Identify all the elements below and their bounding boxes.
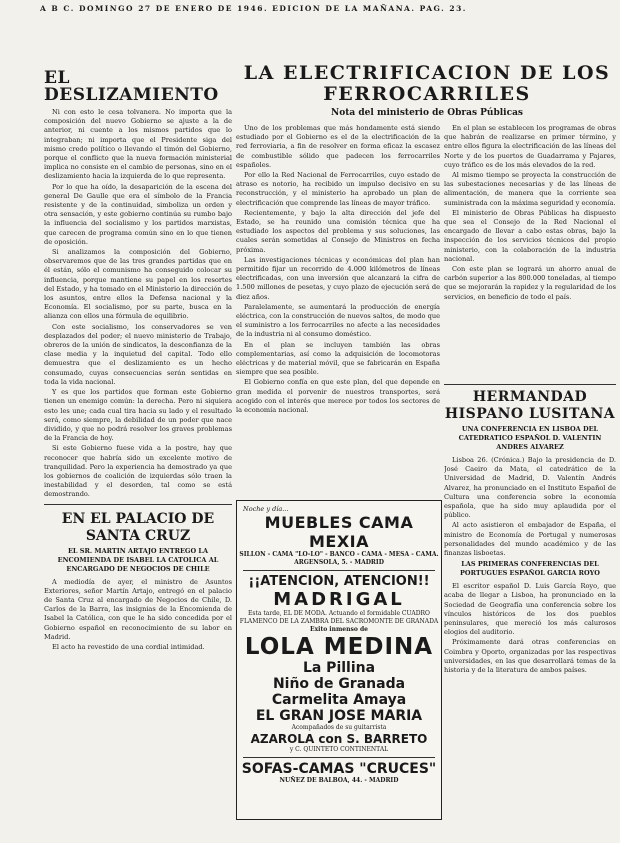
palacio-paragraph: A mediodía de ayer, el ministro de Asuntos Exteriores, señor Martín Artajo, entregó en el palacio de Santa Cruz al encargado de Negocios de Chile, D. Carlos de la Barra, las insignias de la Encomienda de Isabel la Católica, con que le ha sido concedida por el Gobierno español en reconocimiento de su labor en Madrid. <box>44 577 232 641</box>
ad-muebles-title: MUEBLES CAMA MEXIA <box>264 513 414 551</box>
electrificacion-paragraph: Uno de los problemas que más hondamente está siendo estudiado por el Gobierno es el de la electrificación de la red ferroviaria, a fin de resolver en forma eficaz la escasez de combustible sólido que padecen los ferrocarriles españoles. <box>236 124 440 169</box>
electrificacion-paragraph: Por ello la Red Nacional de Ferrocarriles, cuyo estado de atraso es notorio, ha recibido un impulso decisivo en su reconstrucción, y el ministerio ha aprobado un plan de electrificación que comprende las líneas de mayor tráfico. <box>236 171 440 207</box>
ad-azarola: AZAROLA con S. BARRETO <box>250 732 428 746</box>
ad-sofas-camas: SOFAS-CAMAS "CRUCES" <box>241 761 437 777</box>
ad-muebles-address: SILLON - CAMA "LO-LO" - BANCO - CAMA - MESA - CAMA. ARGENSOLA, 5. - MADRID <box>239 551 439 566</box>
deslizamiento-paragraph: Si este Gobierno fuese vida a la postre, hay que reconocer que habría sido un excelente motivo de tranquilidad. Pero la experiencia ha demostrado ya que los gobiernos de coalición de izquierdas sólo traen la inestabilidad y el desorden, tal como se está demostrando. <box>44 444 232 499</box>
deslizamiento-paragraph: Y es que los partidos que forman este Gobierno tienen un enemigo común: la derecha. Pero ni siquiera esto les une; cada cual tira hacia su lado y el resultado será, como siempre, la debilidad de un poder que nace dividido, y que no podrá resolver los graves problemas de la Francia de hoy. <box>44 388 232 443</box>
deslizamiento-paragraph: Si analizamos la composición del Gobierno, observaremos que de las tres grandes partidas que en él están, sólo el comunismo ha conseguido colocar su influencia, porque mantiene su papel en los resortes del Estado, y ha tomado en el Ministerio la dirección de los asuntos, entre ellos la Defensa nacional y la Economía. El socialismo, por su parte, busca en la alianza con ellos una fórmula de equilibrio. <box>44 248 232 321</box>
divider <box>444 384 616 385</box>
advertisement-box <box>236 500 442 820</box>
hermandad-paragraph: Próximamente dará otras conferencias en Coimbra y Oporto, organizadas por las respectivas universidades, en las que desarrollará temas de la historia y de la literatura de ambos países. <box>444 638 616 675</box>
electrificacion-cont-paragraph: Al mismo tiempo se proyecta la construcción de las subestaciones necesarias y de las líneas de alimentación, de manera que la corriente sea suministrada con la máxima seguridad y economía. <box>444 171 616 207</box>
palacio-subtitle: EL SR. MARTIN ARTAJO ENTREGO LA ENCOMIENDA DE ISABEL LA CATOLICA AL ENCARGADO DE NEGOCIOS DE CHILE <box>57 546 219 573</box>
electrificacion-paragraph: El Gobierno confía en que este plan, del que depende en gran medida el porvenir de nuestros transportes, será acogido con el interés que merece por todos los sectores de la economía nacional. <box>236 378 440 415</box>
deslizamiento-title: EL DESLIZAMIENTO <box>44 68 219 105</box>
hermandad-subtitle: UNA CONFERENCIA EN LISBOA DEL CATEDRATICO ESPAÑOL D. VALENTIN ANDRES ALVAREZ <box>458 425 602 451</box>
column-right-bottom <box>444 380 616 840</box>
column-center <box>236 124 440 496</box>
ad-accompaniment: Acompañados de su guitarrista <box>291 724 387 731</box>
masthead-line: A B C. DOMINGO 27 DE ENERO DE 1946. EDICION DE LA MAÑANA. PAG. 23. <box>40 4 467 13</box>
ad-artist: EL GRAN JOSE MARIA <box>255 708 423 724</box>
hermandad-title: HERMANDAD HISPANO LUSITANA <box>444 389 616 422</box>
electrificacion-cont-paragraph: Con este plan se logrará un ahorro anual de carbón superior a las 800.000 toneladas, al tiempo que se mejorarán la rapidez y la regularidad de los servicios, en beneficio de todo el país. <box>444 265 616 301</box>
electrificacion-paragraph: Recientemente, y bajo la alta dirección del jefe del Estado, se ha reunido una comisión técnica que ha estudiado los aspectos del problema y sus soluciones, las cuales serán sometidas al Consejo de Ministros en fecha próxima. <box>236 208 440 254</box>
electrificacion-headline <box>236 64 618 118</box>
hermandad-paragraph: El escritor español D. Luis García Royo, que acaba de llegar a Lisboa, ha pronunciado en la Sociedad de Geografía una conferencia sobre los vínculos históricos de los dos pueblos peninsulares, que mereció los más calurosos elogios del auditorio. <box>444 582 616 637</box>
hermandad-paragraph: Lisboa 26. (Crónica.) Bajo la presidencia de D. José Caeiro da Mata, el catedrático de la Universidad de Madrid, D. Valentín Andrés Alvarez, ha pronunciado en el Instituto Español de Cultura una conferencia sobre la economía española, que ha sido muy aplaudida por el público. <box>444 456 616 520</box>
electrificacion-subtitle: Nota del ministerio de Obras Públicas <box>331 108 523 118</box>
ad-artist: Carmelita Amaya <box>271 692 407 708</box>
divider <box>243 757 435 758</box>
ad-lola-medina: LOLA MEDINA <box>244 634 434 660</box>
electrificacion-paragraph: Las investigaciones técnicas y económicas del plan han permitido fijar un recorrido de 4.000 kilómetros de líneas electrificadas, con una inversión que alcanzará la cifra de 1.500 millones de pesetas, y cuyo plazo de ejecución será de diez años. <box>236 255 440 301</box>
deslizamiento-paragraph: Con este socialismo, los conservadores se ven desplazados del poder; el nuevo ministerio de Trabajo, obreros de la unión de sindicatos, la desconfianza de la clase media y la inquietud del capital. Todo ello demuestra que el deslizamiento es un hecho consumado, cuyas consecuencias serán sentidas en toda la vida nacional. <box>44 322 232 386</box>
ad-sofas-address: NUÑEZ DE BALBOA, 44. - MADRID <box>279 777 399 784</box>
divider <box>44 504 232 505</box>
column-right-top <box>444 124 616 374</box>
deslizamiento-paragraph: Por lo que ha oído, la desaparición de la escena del general De Gaulle que era el símbolo de la Francia resistente y de la continuidad, simboliza un orden y otra sensación, y este gobierno continúa su rumbo bajo la influencia del socialismo y los partidos marxistas, que carecen de programa común sino en lo que tienen de oposición. <box>44 182 232 246</box>
ad-quinteto: y C. QUINTETO CONTINENTAL <box>289 746 389 753</box>
ad-madrigal: MADRIGAL <box>273 589 405 610</box>
electrificacion-cont-paragraph: En el plan se establecen los programas de obras que habrán de realizarse en primer término, y entre ellos figura la electrificación de las líneas del Norte y de los puertos de Guadarrama y Pajares, cuyo tráfico es de los más elevados de la red. <box>444 124 616 169</box>
deslizamiento-paragraph: Ni con esto le cesa tolvanera. No importa que la composición del nuevo Gobierno se ajuste a la de anterior, ni cuente a los mismos partidos que lo integraban; ni importa que el Presidente siga del mismo credo político o llevando el timón del Gobierno, porque el conflicto que la nueva formación ministerial implica no consiste en el cambio de personas, sino en el deslizamiento hacia la izquierda de lo que representa. <box>44 108 232 181</box>
ad-exito: Exito inmenso de <box>310 626 368 633</box>
palacio-paragraph: El acto ha revestido de una cordial intimidad. <box>52 642 205 651</box>
electrificacion-paragraph: En el plan se incluyen también las obras complementarias, así como la adquisición de locomotoras eléctricas y de material móvil, que se fabricarán en España siempre que sea posible. <box>236 340 440 377</box>
ad-atencion: ¡¡ATENCION, ATENCION!! <box>248 574 430 589</box>
divider <box>243 570 435 571</box>
electrificacion-paragraph: Paralelamente, se aumentará la producción de energía eléctrica, con la construcción de nuevos saltos, de modo que el suministro a los ferrocarriles no afecte a las necesidades de la industria ni al consumo doméstico. <box>236 302 440 339</box>
hermandad-subtitle-2: LAS PRIMERAS CONFERENCIAS DEL PORTUGUES ESPAÑOL GARCIA ROYO <box>460 560 600 578</box>
electrificacion-cont-paragraph: El ministerio de Obras Públicas ha dispuesto que sea el Consejo de la Red Nacional el encargado de llevar a cabo estas obras, bajo la inspección de los servicios técnicos del propio ministerio, con la colaboración de la industria nacional. <box>444 208 616 263</box>
palacio-title: EN EL PALACIO DE SANTA CRUZ <box>61 510 215 544</box>
hermandad-paragraph: Al acto asistieron el embajador de España, el ministro de Economía de Portugal y numerosas personalidades del mundo académico y de las finanzas lisboetas. <box>444 521 616 558</box>
ad-artist: Niño de Granada <box>272 676 406 692</box>
ad-artist: La Pillina <box>302 660 376 676</box>
column-left <box>44 60 232 840</box>
electrificacion-title-1: LA ELECTRIFICACION DE LOS <box>243 62 611 84</box>
ad-tagline: Noche y día... <box>243 505 289 513</box>
ad-show-description: Esta tarde, EL DE MODA. Actuando el formidable CUADRO FLAMENCO DE LA ZAMBRA DEL SACROMONTE DE GRANADA <box>239 610 439 625</box>
electrificacion-title-2: FERROCARRILES <box>323 83 531 105</box>
